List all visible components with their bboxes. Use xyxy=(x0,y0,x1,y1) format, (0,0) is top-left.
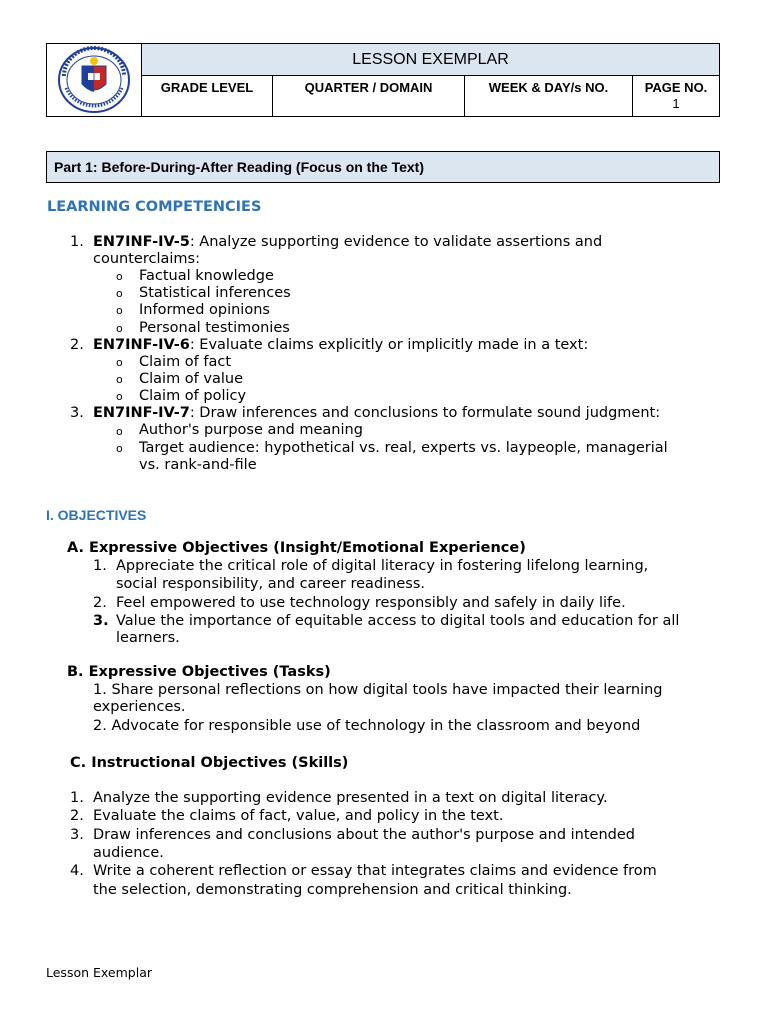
competency-code: EN7INF-IV-6 xyxy=(93,337,190,353)
objective-a-title: A. Expressive Objectives (Insight/Emotional Experience) xyxy=(67,540,526,556)
sub-item: Statistical inferences xyxy=(139,285,291,301)
deped-seal-icon xyxy=(56,46,132,114)
list-item-cont: audience. xyxy=(93,845,164,861)
competency-text: : Draw inferences and conclusions to formulate sound judgment: xyxy=(189,405,661,421)
competency-text-cont: counterclaims: xyxy=(93,251,200,267)
sub-item: Target audience: hypothetical vs. real, experts vs. laypeople, managerial xyxy=(139,440,668,456)
list-item: 2. Advocate for responsible use of technology in the classroom and beyond xyxy=(93,718,641,734)
header-table xyxy=(46,43,720,117)
competency-text: : Evaluate claims explicitly or implicitly made in a text: xyxy=(189,337,589,353)
bullet: o xyxy=(116,442,123,455)
bullet: o xyxy=(116,373,123,386)
grade-level-label: GRADE LEVEL xyxy=(160,80,254,95)
competency-number: 2. xyxy=(70,337,84,353)
competency-item xyxy=(93,405,660,422)
bullet: o xyxy=(116,287,123,300)
list-number: 3. xyxy=(93,613,109,629)
sub-item: Claim of fact xyxy=(139,354,232,370)
header-title: LESSON EXEMPLAR xyxy=(142,44,719,76)
list-number: 1. xyxy=(93,558,107,574)
sub-item: Factual knowledge xyxy=(139,268,274,284)
grade-level-cell xyxy=(142,76,273,116)
list-item-cont: experiences. xyxy=(93,699,186,715)
sub-item: Informed opinions xyxy=(139,302,270,318)
sub-item: Personal testimonies xyxy=(139,320,290,336)
list-item-cont: social responsibility, and career readiness. xyxy=(116,576,426,592)
sub-item: Author's purpose and meaning xyxy=(139,422,363,438)
list-number: 4. xyxy=(70,863,84,879)
list-item: Feel empowered to use technology responsibly and safely in daily life. xyxy=(116,595,626,611)
quarter-domain-cell xyxy=(273,76,465,116)
competency-code: EN7INF-IV-7 xyxy=(93,405,190,421)
objective-b-title: B. Expressive Objectives (Tasks) xyxy=(67,664,331,680)
sub-item: Claim of policy xyxy=(139,388,247,404)
list-number: 3. xyxy=(70,827,84,843)
bullet: o xyxy=(116,270,123,283)
bullet: o xyxy=(116,425,123,438)
objectives-heading: I. OBJECTIVES xyxy=(46,507,147,523)
week-day-label: WEEK & DAY/s NO. xyxy=(488,80,609,95)
objective-c-title: C. Instructional Objectives (Skills) xyxy=(70,755,349,771)
page-number-value: 1 xyxy=(672,96,680,111)
learning-competencies-heading: LEARNING COMPETENCIES xyxy=(47,199,262,215)
list-item: Appreciate the critical role of digital literacy in fostering lifelong learning, xyxy=(116,558,649,574)
list-item-cont: learners. xyxy=(116,630,180,646)
sub-item: Claim of value xyxy=(139,371,243,387)
bullet: o xyxy=(116,390,123,403)
competency-number: 3. xyxy=(70,405,84,421)
quarter-domain-label: QUARTER / DOMAIN xyxy=(304,80,433,95)
part1-banner: Part 1: Before-During-After Reading (Focus on the Text) xyxy=(46,151,720,183)
bullet: o xyxy=(116,304,123,317)
list-item: Draw inferences and conclusions about the author's purpose and intended xyxy=(93,827,635,843)
list-item: Evaluate the claims of fact, value, and policy in the text. xyxy=(93,808,504,824)
page-no-label: PAGE NO. xyxy=(644,80,708,95)
bullet: o xyxy=(116,356,123,369)
list-item: Write a coherent reflection or essay that integrates claims and evidence from xyxy=(93,863,657,879)
competency-code: EN7INF-IV-5 xyxy=(93,234,190,250)
list-number: 2. xyxy=(70,808,84,824)
week-day-cell xyxy=(465,76,633,116)
list-number: 1. xyxy=(70,790,84,806)
list-item: Value the importance of equitable access to digital tools and education for all xyxy=(116,613,680,629)
list-item: Analyze the supporting evidence presented in a text on digital literacy. xyxy=(93,790,608,806)
competency-text: : Analyze supporting evidence to validate assertions and xyxy=(189,234,603,250)
competency-item xyxy=(93,234,602,251)
logo-cell xyxy=(47,44,142,116)
competency-number: 1. xyxy=(70,234,84,250)
list-number: 2. xyxy=(93,595,107,611)
footer-label: Lesson Exemplar xyxy=(46,965,152,980)
list-item: 1. Share personal reflections on how digital tools have impacted their learning xyxy=(93,682,663,698)
sub-item-cont: vs. rank-and-file xyxy=(139,457,257,473)
competency-item xyxy=(93,337,588,354)
list-item-cont: the selection, demonstrating comprehension and critical thinking. xyxy=(93,882,572,898)
page-no-cell xyxy=(633,76,719,116)
bullet: o xyxy=(116,322,123,335)
